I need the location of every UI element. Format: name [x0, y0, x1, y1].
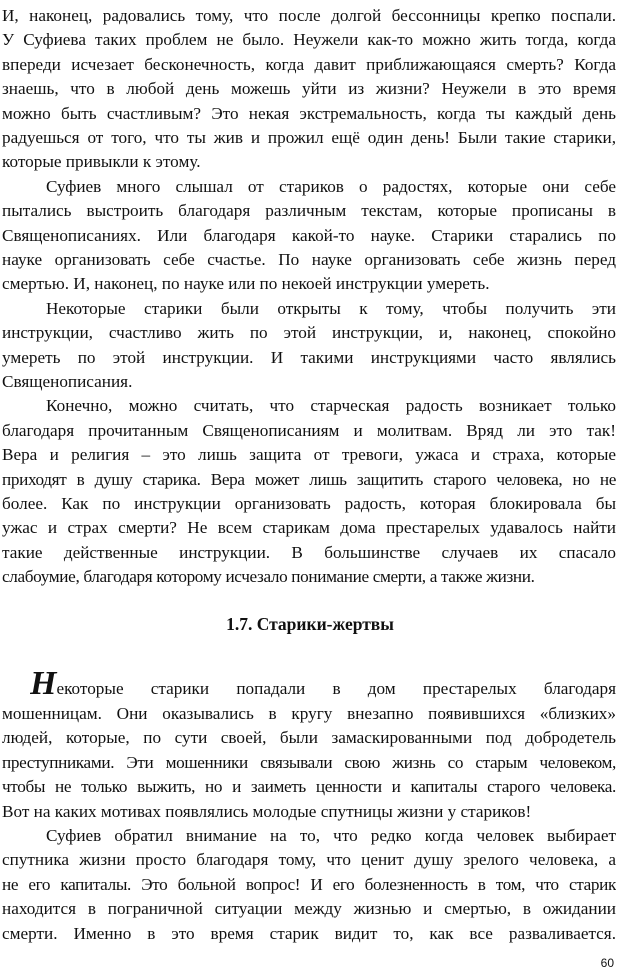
text-line: более. Как по инструкции организовать радость, которая блокировала бы: [2, 494, 616, 513]
text-line: находится в пограничной ситуации между жизнью и смертью, в ожидании: [2, 899, 616, 919]
text-line: Некоторые старики были открыты к тому, чтобы получить эти: [46, 298, 616, 318]
text-line: Вера и религия – это лишь защита от тревоги, ужаса и страха, которые: [2, 445, 616, 465]
text-line: знаешь, что в любой день можешь уйти из жизни? Неужели в это время: [2, 79, 616, 99]
text-line: которые привыкли к этому.: [2, 152, 201, 172]
text-line: радуешься от того, что ты жив и прожил ещё один день! Были такие старики,: [2, 128, 616, 147]
text-line: приходят в душу старика. Вера может лишь защитить старого человека, но не: [2, 469, 616, 489]
text-line: Конечно, можно считать, что старческая радость возникает только: [46, 396, 616, 416]
text-line: умереть по этой инструкции. И такими инструкциями часто являлись: [2, 347, 616, 367]
dropcap-line: [30, 670, 616, 698]
text-line: слабоумие, благодаря которому исчезало понимание смерти, а также жизни.: [2, 567, 535, 587]
text-line: чтобы не только выжить, но и заиметь ценности и капиталы старого человека.: [2, 777, 616, 797]
text-line: не его капиталы. Это больной вопрос! И его болезненность в том, что старик: [2, 874, 616, 894]
page-number: 60: [600, 956, 614, 970]
text-line: впереди исчезает бесконечность, когда давит приближающаяся смерть? Когда: [2, 54, 616, 74]
text-line: смертью. И, наконец, по науке или по некоей инструкции умереть.: [2, 274, 490, 294]
dropcap-line-rest: екоторые старики попадали в дом престарелых благодаря: [56, 679, 616, 698]
text-line: пытались выстроить благодаря различным текстам, которые прописаны в: [2, 201, 616, 221]
text-line: У Суфиева таких проблем не было. Неужели как-то можно жить тогда, когда: [2, 30, 616, 50]
text-line: Вот на каких мотивах появлялись молодые спутницы жизни у стариков!: [2, 801, 532, 821]
section-heading: 1.7. Старики-жертвы: [226, 614, 394, 634]
text-line: науке организовать себе счастье. По науке организовать себе жизнь перед: [2, 250, 616, 269]
text-line: Священописания.: [2, 372, 133, 391]
text-line: инструкции, счастливо жить по этой инструкции, и, наконец, спокойно: [2, 323, 616, 343]
text-line: Суфиев много слышал от стариков о радостях, которые они себе: [46, 176, 616, 196]
text-line: ужас и страх смерти? Не всем старикам дома престарелых удавалось найти: [2, 518, 616, 538]
text-line: благодаря прочитанным Священописаниям и молитвам. Вряд ли это так!: [2, 420, 616, 440]
text-line: преступниками. Эти мошенники связывали свою жизнь со старым человеком,: [2, 752, 616, 772]
text-line: людей, которые, по сути своей, были замаскированными под добродетель: [2, 728, 616, 748]
text-line: смерти. Именно в это время старик видит то, как все разваливается.: [2, 923, 616, 943]
text-line: можно быть счастливым? Это некая экстремальность, когда ты каждый день: [2, 103, 616, 123]
text-line: Суфиев обратил внимание на то, что редко когда человек выбирает: [46, 826, 616, 845]
text-line: Священописаниях. Или благодаря какой-то науке. Старики старались по: [2, 225, 616, 245]
text-line: спутника жизни просто благодаря тому, что ценит душу зрелого человека, а: [2, 850, 616, 870]
text-line: мошенницам. Они оказывались в кругу внезапно появившихся «близких»: [2, 704, 616, 723]
text-line: И, наконец, радовались тому, что после долгой бессонницы крепко поспали.: [2, 6, 616, 25]
dropcap-letter: Н: [30, 670, 57, 698]
text-line: такие действенные инструкции. В большинстве случаев их спасало: [2, 542, 616, 562]
